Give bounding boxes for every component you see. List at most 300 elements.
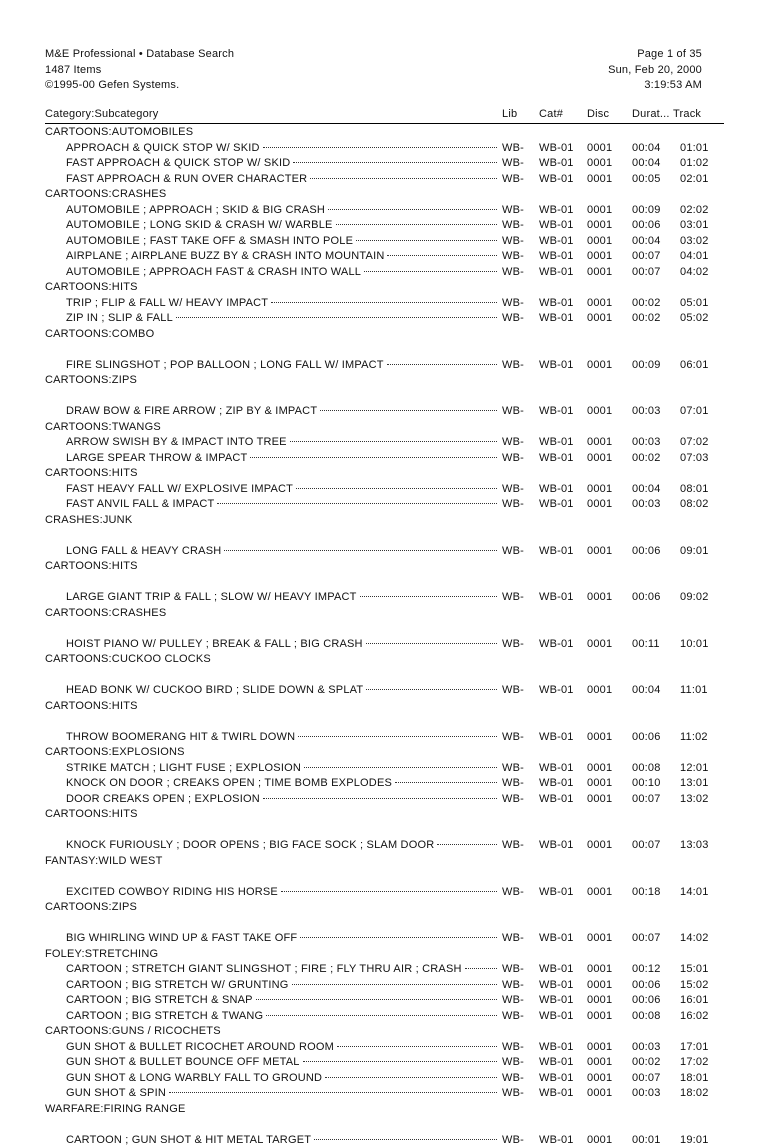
- catno-cell: WB-01: [539, 156, 574, 172]
- duration-cell: 00:07: [632, 1071, 661, 1087]
- category-heading-row: [45, 606, 725, 622]
- table-row: [45, 776, 725, 792]
- sound-title: EXCITED COWBOY RIDING HIS HORSE: [66, 885, 281, 901]
- catno-cell: WB-01: [539, 234, 574, 250]
- disc-cell: 0001: [587, 1133, 612, 1148]
- lib-cell: WB-: [502, 203, 524, 219]
- duration-cell: 00:08: [632, 1009, 661, 1025]
- sound-title: FIRE SLINGSHOT ; POP BALLOON ; LONG FALL W/ IMPACT: [66, 358, 387, 374]
- track-cell: 16:01: [680, 993, 709, 1009]
- duration-cell: 00:08: [632, 761, 661, 777]
- dot-leader: [356, 240, 497, 241]
- table-row: [45, 342, 725, 373]
- duration-cell: 00:02: [632, 1055, 661, 1071]
- lib-cell: WB-: [502, 962, 524, 978]
- dot-leader: [366, 643, 497, 644]
- catno-cell: WB-01: [539, 776, 574, 792]
- table-row: [45, 962, 725, 978]
- table-row: [45, 497, 725, 513]
- category-heading: CARTOONS:TWANGS: [45, 420, 161, 436]
- catno-cell: WB-01: [539, 265, 574, 281]
- lib-cell: WB-: [502, 358, 524, 374]
- duration-cell: 00:03: [632, 404, 661, 420]
- dot-leader: [303, 1061, 497, 1062]
- catno-cell: WB-01: [539, 931, 574, 947]
- sound-title-cell: [66, 683, 497, 699]
- sound-title-cell: [66, 1071, 497, 1087]
- catno-cell: WB-01: [539, 1086, 574, 1102]
- track-cell: 04:02: [680, 265, 709, 281]
- category-heading-row: [45, 513, 725, 529]
- sound-title-cell: [66, 993, 497, 1009]
- table-row: [45, 978, 725, 994]
- duration-cell: 00:09: [632, 203, 661, 219]
- duration-cell: 00:03: [632, 1086, 661, 1102]
- table-row: [45, 234, 725, 250]
- category-heading: CARTOONS:HITS: [45, 280, 138, 296]
- catno-cell: WB-01: [539, 792, 574, 808]
- catno-cell: WB-01: [539, 637, 574, 653]
- table-row: [45, 761, 725, 777]
- catno-cell: WB-01: [539, 451, 574, 467]
- category-heading: CARTOONS:HITS: [45, 699, 138, 715]
- sound-title: AUTOMOBILE ; APPROACH FAST & CRASH INTO WALL: [66, 265, 364, 281]
- sound-title: GUN SHOT & SPIN: [66, 1086, 169, 1102]
- duration-cell: 00:11: [632, 637, 660, 653]
- catno-cell: WB-01: [539, 993, 574, 1009]
- sound-title-cell: [66, 776, 497, 792]
- sound-title: BIG WHIRLING WIND UP & FAST TAKE OFF: [66, 931, 300, 947]
- table-row: [45, 1040, 725, 1056]
- lib-cell: WB-: [502, 838, 524, 854]
- table-row: [45, 916, 725, 947]
- category-heading: WARFARE:FIRING RANGE: [45, 1102, 186, 1118]
- table-row: [45, 265, 725, 281]
- duration-cell: 00:04: [632, 141, 661, 157]
- category-heading: CARTOONS:EXPLOSIONS: [45, 745, 185, 761]
- catno-cell: WB-01: [539, 203, 574, 219]
- sound-title-cell: [66, 404, 497, 420]
- sound-title-cell: [66, 497, 497, 513]
- lib-cell: WB-: [502, 885, 524, 901]
- dot-leader: [281, 891, 497, 892]
- sound-title: DOOR CREAKS OPEN ; EXPLOSION: [66, 792, 263, 808]
- disc-cell: 0001: [587, 156, 612, 172]
- track-cell: 07:03: [680, 451, 709, 467]
- dot-leader: [465, 968, 497, 969]
- sound-title: FAST ANVIL FALL & IMPACT: [66, 497, 217, 513]
- sound-title-cell: [66, 761, 497, 777]
- category-heading: CRASHES:JUNK: [45, 513, 132, 529]
- table-row: [45, 1055, 725, 1071]
- sound-title-cell: [66, 249, 497, 265]
- sound-title-cell: [66, 141, 497, 157]
- category-heading-row: [45, 125, 725, 141]
- track-cell: 09:01: [680, 544, 709, 560]
- category-heading: CARTOONS:COMBO: [45, 327, 154, 343]
- track-cell: 06:01: [680, 358, 709, 374]
- catno-cell: WB-01: [539, 885, 574, 901]
- category-heading: CARTOONS:HITS: [45, 559, 138, 575]
- sound-title: DRAW BOW & FIRE ARROW ; ZIP BY & IMPACT: [66, 404, 320, 420]
- category-heading-row: [45, 807, 725, 823]
- lib-cell: WB-: [502, 776, 524, 792]
- lib-cell: WB-: [502, 311, 524, 327]
- lib-cell: WB-: [502, 931, 524, 947]
- catno-cell: WB-01: [539, 296, 574, 312]
- sound-title: HOIST PIANO W/ PULLEY ; BREAK & FALL ; BIG CRASH: [66, 637, 366, 653]
- catno-cell: WB-01: [539, 1009, 574, 1025]
- duration-cell: 00:04: [632, 683, 661, 699]
- category-heading-row: [45, 327, 725, 343]
- lib-cell: WB-: [502, 156, 524, 172]
- sound-title-cell: [66, 792, 497, 808]
- sound-title-cell: [66, 978, 497, 994]
- track-cell: 07:01: [680, 404, 709, 420]
- dot-leader: [250, 457, 497, 458]
- category-heading: CARTOONS:AUTOMOBILES: [45, 125, 193, 141]
- duration-cell: 00:06: [632, 544, 661, 560]
- duration-cell: 00:07: [632, 838, 661, 854]
- dot-leader: [296, 488, 497, 489]
- duration-cell: 00:07: [632, 931, 661, 947]
- sound-title: AUTOMOBILE ; APPROACH ; SKID & BIG CRASH: [66, 203, 328, 219]
- table-row: [45, 714, 725, 745]
- lib-cell: WB-: [502, 172, 524, 188]
- duration-cell: 00:06: [632, 978, 661, 994]
- catno-cell: WB-01: [539, 730, 574, 746]
- category-heading: CARTOONS:HITS: [45, 807, 138, 823]
- column-category: Category:Subcategory: [45, 108, 158, 120]
- catno-cell: WB-01: [539, 1055, 574, 1071]
- dot-leader: [176, 317, 497, 318]
- sound-title: CARTOON ; STRETCH GIANT SLINGSHOT ; FIRE ; FLY THRU AIR ; CRASH: [66, 962, 465, 978]
- dot-leader: [337, 1046, 497, 1047]
- dot-leader: [395, 782, 497, 783]
- sound-title-cell: [66, 435, 497, 451]
- duration-cell: 00:04: [632, 482, 661, 498]
- category-heading-row: [45, 466, 725, 482]
- disc-cell: 0001: [587, 265, 612, 281]
- category-heading-row: [45, 187, 725, 203]
- table-row: [45, 1086, 725, 1102]
- dot-leader: [328, 209, 497, 210]
- catno-cell: WB-01: [539, 544, 574, 560]
- lib-cell: WB-: [502, 265, 524, 281]
- table-row: [45, 311, 725, 327]
- duration-cell: 00:06: [632, 993, 661, 1009]
- lib-cell: WB-: [502, 1071, 524, 1087]
- sound-title-cell: [66, 265, 497, 281]
- table-row: [45, 389, 725, 420]
- sound-title: AIRPLANE ; AIRPLANE BUZZ BY & CRASH INTO MOUNTAIN: [66, 249, 387, 265]
- dot-leader: [293, 162, 497, 163]
- table-row: [45, 482, 725, 498]
- sound-title: HEAD BONK W/ CUCKOO BIRD ; SLIDE DOWN & SPLAT: [66, 683, 366, 699]
- sound-title-cell: [66, 234, 497, 250]
- sound-title-cell: [66, 156, 497, 172]
- disc-cell: 0001: [587, 544, 612, 560]
- sound-title: GUN SHOT & BULLET RICOCHET AROUND ROOM: [66, 1040, 337, 1056]
- track-cell: 15:02: [680, 978, 709, 994]
- category-heading-row: [45, 559, 725, 575]
- dot-leader: [366, 689, 497, 690]
- lib-cell: WB-: [502, 761, 524, 777]
- report-header-right: [608, 47, 702, 94]
- sound-title: FAST APPROACH & RUN OVER CHARACTER: [66, 172, 310, 188]
- catno-cell: WB-01: [539, 404, 574, 420]
- dot-leader: [217, 503, 497, 504]
- duration-cell: 00:06: [632, 590, 661, 606]
- sound-title: LARGE GIANT TRIP & FALL ; SLOW W/ HEAVY IMPACT: [66, 590, 360, 606]
- disc-cell: 0001: [587, 296, 612, 312]
- disc-cell: 0001: [587, 776, 612, 792]
- category-heading-row: [45, 652, 725, 668]
- track-cell: 11:01: [680, 683, 708, 699]
- track-cell: 08:02: [680, 497, 709, 513]
- dot-leader: [292, 984, 497, 985]
- dot-leader: [336, 224, 497, 225]
- lib-cell: WB-: [502, 978, 524, 994]
- track-cell: 13:02: [680, 792, 709, 808]
- sound-title: CARTOON ; BIG STRETCH & TWANG: [66, 1009, 266, 1025]
- dot-leader: [325, 1077, 497, 1078]
- table-row: [45, 435, 725, 451]
- category-heading-row: [45, 699, 725, 715]
- sound-title: AUTOMOBILE ; FAST TAKE OFF & SMASH INTO POLE: [66, 234, 356, 250]
- catno-cell: WB-01: [539, 218, 574, 234]
- dot-leader: [314, 1139, 497, 1140]
- sound-title-cell: [66, 358, 497, 374]
- sound-title: KNOCK ON DOOR ; CREAKS OPEN ; TIME BOMB EXPLODES: [66, 776, 395, 792]
- track-cell: 19:01: [680, 1133, 709, 1148]
- duration-cell: 00:02: [632, 296, 661, 312]
- duration-cell: 00:09: [632, 358, 661, 374]
- dot-leader: [224, 550, 497, 551]
- duration-cell: 00:06: [632, 730, 661, 746]
- category-heading: CARTOONS:ZIPS: [45, 373, 137, 389]
- column-duration: Durat...: [632, 108, 670, 120]
- sound-title: KNOCK FURIOUSLY ; DOOR OPENS ; BIG FACE SOCK ; SLAM DOOR: [66, 838, 437, 854]
- column-header-row: [45, 108, 724, 124]
- track-cell: 08:01: [680, 482, 709, 498]
- duration-cell: 00:10: [632, 776, 661, 792]
- disc-cell: 0001: [587, 885, 612, 901]
- category-heading: CARTOONS:ZIPS: [45, 900, 137, 916]
- category-heading-row: [45, 280, 725, 296]
- catno-cell: WB-01: [539, 1071, 574, 1087]
- dot-leader: [310, 178, 497, 179]
- sound-title: CARTOON ; BIG STRETCH W/ GRUNTING: [66, 978, 292, 994]
- sound-title-cell: [66, 885, 497, 901]
- category-heading-row: [45, 1024, 725, 1040]
- report-time: 3:19:53 AM: [608, 78, 702, 94]
- table-row: [45, 1071, 725, 1087]
- track-cell: 02:01: [680, 172, 709, 188]
- table-row: [45, 203, 725, 219]
- lib-cell: WB-: [502, 590, 524, 606]
- track-cell: 10:01: [680, 637, 709, 653]
- catno-cell: WB-01: [539, 172, 574, 188]
- track-cell: 18:02: [680, 1086, 709, 1102]
- track-cell: 01:01: [680, 141, 709, 157]
- table-row: [45, 823, 725, 854]
- sound-title-cell: [66, 1086, 497, 1102]
- lib-cell: WB-: [502, 482, 524, 498]
- table-row: [45, 621, 725, 652]
- disc-cell: 0001: [587, 172, 612, 188]
- column-lib: Lib: [502, 108, 517, 120]
- dot-leader: [320, 410, 497, 411]
- disc-cell: 0001: [587, 590, 612, 606]
- category-heading-row: [45, 854, 725, 870]
- sound-title: CARTOON ; BIG STRETCH & SNAP: [66, 993, 256, 1009]
- lib-cell: WB-: [502, 497, 524, 513]
- report-header-left: [45, 47, 234, 94]
- sound-title: AUTOMOBILE ; LONG SKID & CRASH W/ WARBLE: [66, 218, 336, 234]
- duration-cell: 00:18: [632, 885, 661, 901]
- dot-leader: [266, 1015, 497, 1016]
- sound-title-cell: [66, 482, 497, 498]
- sound-title: ARROW SWISH BY & IMPACT INTO TREE: [66, 435, 290, 451]
- disc-cell: 0001: [587, 234, 612, 250]
- disc-cell: 0001: [587, 451, 612, 467]
- catno-cell: WB-01: [539, 497, 574, 513]
- lib-cell: WB-: [502, 544, 524, 560]
- track-cell: 02:02: [680, 203, 709, 219]
- track-cell: 04:01: [680, 249, 709, 265]
- duration-cell: 00:03: [632, 497, 661, 513]
- dot-leader: [387, 255, 497, 256]
- lib-cell: WB-: [502, 234, 524, 250]
- lib-cell: WB-: [502, 637, 524, 653]
- page-number: Page 1 of 35: [608, 47, 702, 63]
- column-track: Track: [673, 108, 701, 120]
- table-row: [45, 575, 725, 606]
- track-cell: 05:01: [680, 296, 709, 312]
- dot-leader: [263, 798, 497, 799]
- track-cell: 14:02: [680, 931, 709, 947]
- duration-cell: 00:06: [632, 218, 661, 234]
- category-heading: CARTOONS:HITS: [45, 466, 138, 482]
- catno-cell: WB-01: [539, 761, 574, 777]
- lib-cell: WB-: [502, 1040, 524, 1056]
- duration-cell: 00:02: [632, 311, 661, 327]
- sound-title-cell: [66, 590, 497, 606]
- sound-title-cell: [66, 1055, 497, 1071]
- track-cell: 13:03: [680, 838, 709, 854]
- catno-cell: WB-01: [539, 435, 574, 451]
- sound-title: LARGE SPEAR THROW & IMPACT: [66, 451, 250, 467]
- track-cell: 14:01: [680, 885, 709, 901]
- sound-title-cell: [66, 544, 497, 560]
- disc-cell: 0001: [587, 1071, 612, 1087]
- duration-cell: 00:04: [632, 156, 661, 172]
- duration-cell: 00:07: [632, 265, 661, 281]
- disc-cell: 0001: [587, 1086, 612, 1102]
- sound-title-cell: [66, 1009, 497, 1025]
- dot-leader: [290, 441, 497, 442]
- lib-cell: WB-: [502, 218, 524, 234]
- disc-cell: 0001: [587, 978, 612, 994]
- disc-cell: 0001: [587, 838, 612, 854]
- catno-cell: WB-01: [539, 683, 574, 699]
- disc-cell: 0001: [587, 1009, 612, 1025]
- track-cell: 03:01: [680, 218, 709, 234]
- duration-cell: 00:01: [632, 1133, 661, 1148]
- table-row: [45, 528, 725, 559]
- dot-leader: [437, 844, 497, 845]
- sound-title-cell: [66, 451, 497, 467]
- dot-leader: [298, 736, 497, 737]
- item-count: 1487 Items: [45, 63, 234, 79]
- copyright: ©1995-00 Gefen Systems.: [45, 78, 234, 94]
- table-row: [45, 172, 725, 188]
- category-heading: CARTOONS:GUNS / RICOCHETS: [45, 1024, 221, 1040]
- table-row: [45, 249, 725, 265]
- dot-leader: [169, 1092, 497, 1093]
- category-heading-row: [45, 373, 725, 389]
- track-cell: 11:02: [680, 730, 708, 746]
- table-row: [45, 1117, 725, 1148]
- duration-cell: 00:07: [632, 792, 661, 808]
- dot-leader: [304, 767, 497, 768]
- lib-cell: WB-: [502, 296, 524, 312]
- disc-cell: 0001: [587, 311, 612, 327]
- category-heading-row: [45, 947, 725, 963]
- dot-leader: [364, 271, 497, 272]
- lib-cell: WB-: [502, 435, 524, 451]
- sound-title-cell: [66, 172, 497, 188]
- disc-cell: 0001: [587, 1055, 612, 1071]
- catno-cell: WB-01: [539, 1133, 574, 1148]
- duration-cell: 00:03: [632, 1040, 661, 1056]
- disc-cell: 0001: [587, 482, 612, 498]
- lib-cell: WB-: [502, 141, 524, 157]
- sound-title-cell: [66, 637, 497, 653]
- duration-cell: 00:05: [632, 172, 661, 188]
- table-row: [45, 296, 725, 312]
- sound-title-cell: [66, 218, 497, 234]
- dot-leader: [300, 937, 497, 938]
- track-cell: 17:01: [680, 1040, 709, 1056]
- sound-title-cell: [66, 838, 497, 854]
- catno-cell: WB-01: [539, 1040, 574, 1056]
- duration-cell: 00:03: [632, 435, 661, 451]
- lib-cell: WB-: [502, 683, 524, 699]
- catno-cell: WB-01: [539, 358, 574, 374]
- results-list: [45, 125, 725, 1148]
- duration-cell: 00:12: [632, 962, 661, 978]
- track-cell: 09:02: [680, 590, 709, 606]
- dot-leader: [256, 999, 497, 1000]
- category-heading: FOLEY:STRETCHING: [45, 947, 158, 963]
- sound-title-cell: [66, 962, 497, 978]
- catno-cell: WB-01: [539, 311, 574, 327]
- track-cell: 17:02: [680, 1055, 709, 1071]
- disc-cell: 0001: [587, 1040, 612, 1056]
- disc-cell: 0001: [587, 404, 612, 420]
- dot-leader: [360, 596, 497, 597]
- category-heading-row: [45, 1102, 725, 1118]
- column-disc: Disc: [587, 108, 609, 120]
- sound-title: ZIP IN ; SLIP & FALL: [66, 311, 176, 327]
- catno-cell: WB-01: [539, 590, 574, 606]
- lib-cell: WB-: [502, 1055, 524, 1071]
- sound-title-cell: [66, 931, 497, 947]
- sound-title: GUN SHOT & LONG WARBLY FALL TO GROUND: [66, 1071, 325, 1087]
- category-heading-row: [45, 420, 725, 436]
